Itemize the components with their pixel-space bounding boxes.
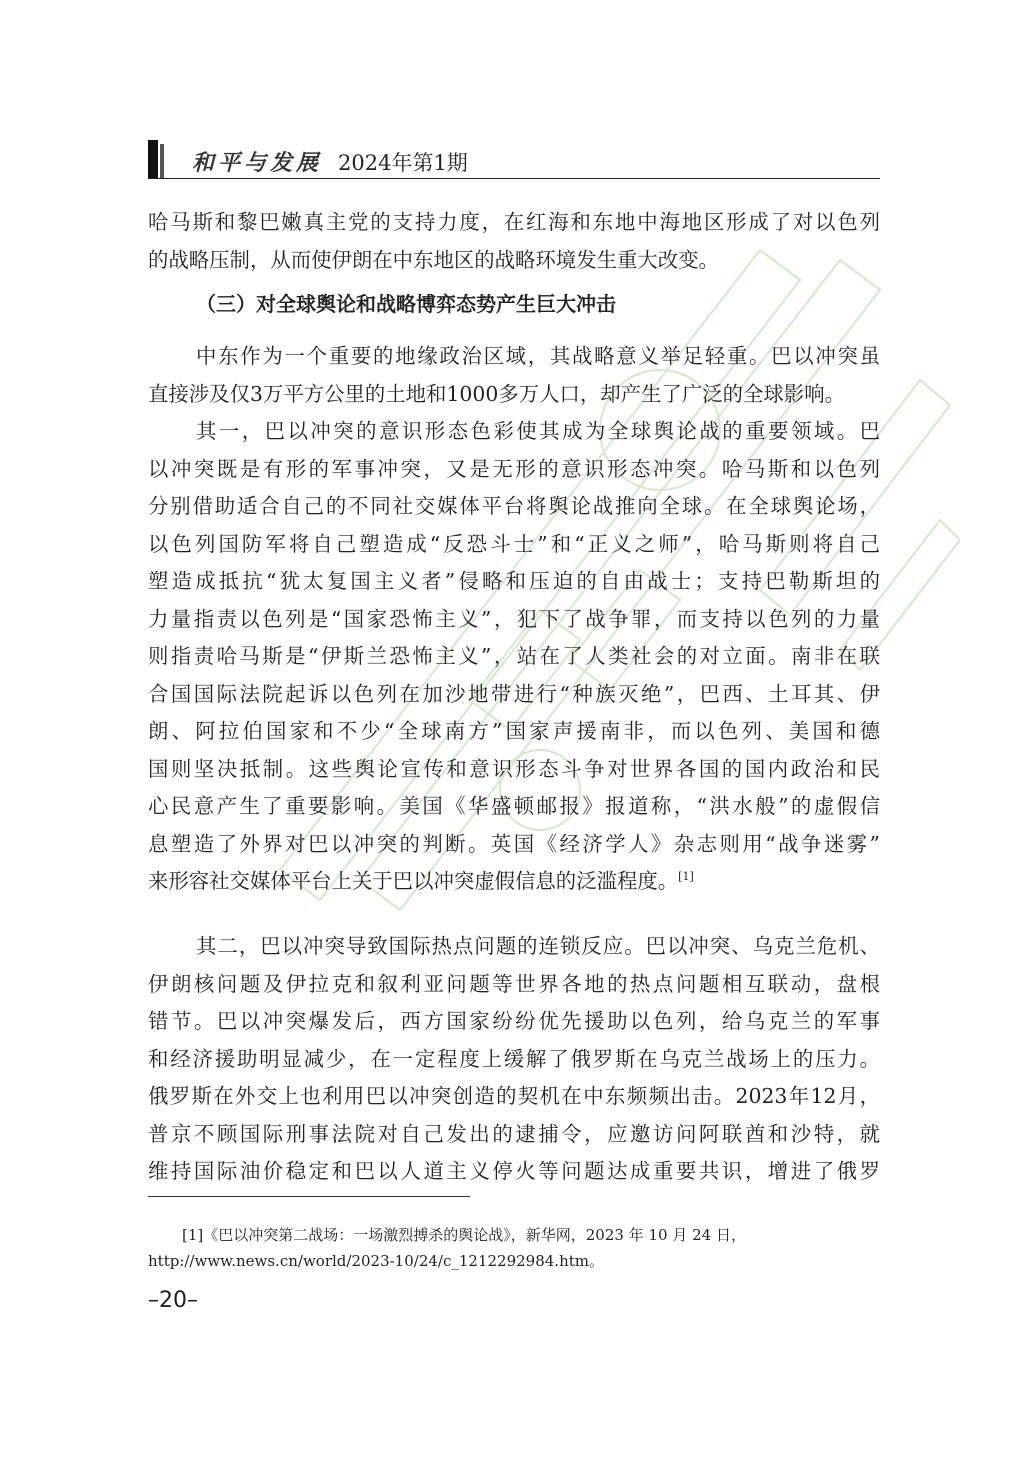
issue-label: 2024年第1期 (338, 151, 468, 175)
body-line-text: 来形容社交媒体平台上关于巴以冲突虚假信息的泛滥程度。 (148, 869, 679, 893)
body-line: 力量指责以色列是“国家恐怖主义”，犯下了战争罪，而支持以色列的力量 (148, 606, 880, 631)
body-line: 其一，巴以冲突的意识形态色彩使其成为全球舆论战的重要领域。巴 (196, 419, 880, 443)
body-line: 直接涉及仅3万平方公里的土地和1000多万人口，却产生了广泛的全球影响。 (148, 381, 845, 406)
section-heading: （三）对全球舆论和战略博弈态势产生巨大冲击 (196, 292, 616, 316)
body-line: 俄罗斯在外交上也利用巴以冲突创造的契机在中东频频出击。2023年12月， (148, 1084, 880, 1108)
body-line: 以冲突既是有形的军事冲突，又是无形的意识形态冲突。哈马斯和以色列 (148, 456, 880, 481)
body-line: 维持国际油价稳定和巴以人道主义停火等问题达成重要共识，增进了俄罗 (148, 1159, 880, 1183)
body-line: 和经济援助明显减少，在一定程度上缓解了俄罗斯在乌克兰战场上的压力。 (148, 1046, 880, 1071)
body-line: 普京不顾国际刑事法院对自己发出的逮捕令，应邀访问阿联酋和沙特，就 (148, 1121, 880, 1146)
body-line: 错节。巴以冲突爆发后，西方国家纷纷优先援助以色列，给乌克兰的军事 (148, 1009, 880, 1033)
body-line: 则指责哈马斯是“伊斯兰恐怖主义”，站在了人类社会的对立面。南非在联 (148, 644, 880, 668)
footnote-line: [1]《巴以冲突第二战场：一场激烈搏杀的舆论战》，新华网，2023 年 10 月 24 日， (182, 1226, 746, 1244)
footnote-rule (148, 1196, 470, 1197)
page-number: –20– (148, 1288, 198, 1313)
journal-name: 和平与发展 (192, 150, 323, 176)
body-line-with-citation (148, 861, 880, 901)
header-bar-thin (160, 144, 164, 178)
body-line: 国则坚决抵制。这些舆论宣传和意识形态斗争对世界各国的国内政治和民 (148, 756, 880, 781)
body-line: 其二，巴以冲突导致国际热点问题的连锁反应。巴以冲突、乌克兰危机、 (196, 934, 880, 958)
body-line: 中东作为一个重要的地缘政治区域，其战略意义举足轻重。巴以冲突虽 (196, 344, 880, 368)
body-line: 心民意产生了重要影响。美国《华盛顿邮报》报道称，“洪水般”的虚假信 (148, 794, 880, 818)
body-line: 朗、阿拉伯国家和不少“全球南方”国家声援南非，而以色列、美国和德 (148, 719, 880, 743)
citation-mark[interactable]: [1] (678, 870, 694, 883)
body-line: 息塑造了外界对巴以冲突的判断。英国《经济学人》杂志则用“战争迷雾” (148, 831, 880, 856)
header-rule (148, 178, 880, 179)
footnote-url[interactable]: http://www.news.cn/world/2023-10/24/c_1212292984.htm。 (148, 1252, 604, 1270)
header-bar (148, 140, 158, 178)
running-header (148, 140, 880, 180)
body-line: 的战略压制，从而使伊朗在中东地区的战略环境发生重大改变。 (148, 248, 719, 272)
body-line: 以色列国防军将自己塑造成“反恐斗士”和“正义之师”，哈马斯则将自己 (148, 531, 880, 556)
body-line: 哈马斯和黎巴嫩真主党的支持力度，在红海和东地中海地区形成了对以色列 (148, 210, 880, 234)
body-line: 合国国际法院起诉以色列在加沙地带进行“种族灭绝”，巴西、土耳其、伊 (148, 681, 880, 706)
body-line: 分别借助适合自己的不同社交媒体平台将舆论战推向全球。在全球舆论场， (148, 494, 880, 518)
body-line: 伊朗核问题及伊拉克和叙利亚问题等世界各地的热点问题相互联动，盘根 (148, 971, 880, 996)
body-line: 塑造成抵抗“犹太复国主义者”侵略和压迫的自由战士；支持巴勒斯坦的 (148, 569, 880, 593)
